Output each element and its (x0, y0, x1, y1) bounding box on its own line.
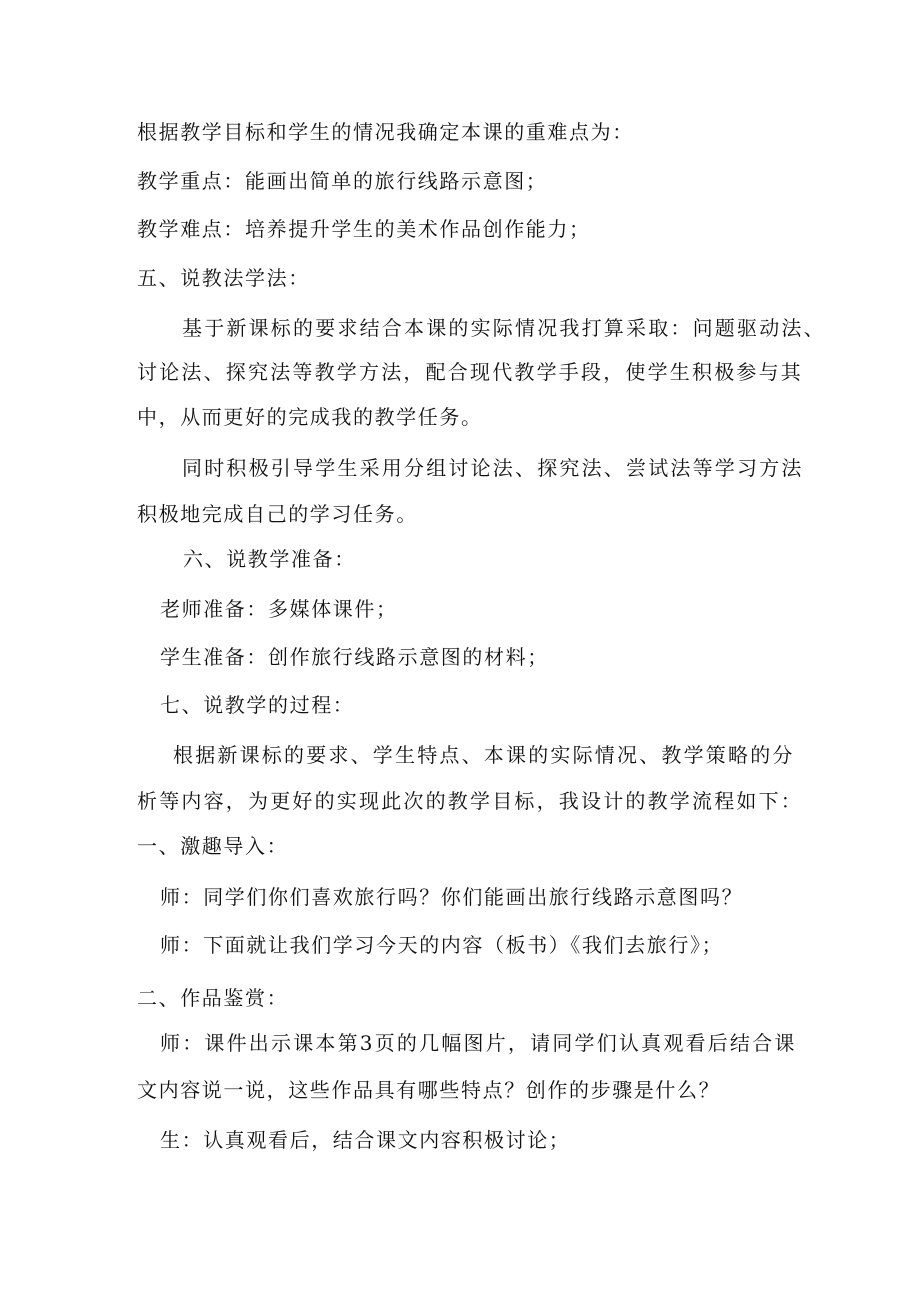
heading-teaching-process: 七、说教学的过程： (160, 693, 355, 717)
paragraph-courseware-line-1: 师：课件出示课本第3页的几幅图片，请同学们认真观看后结合课 (160, 1031, 797, 1055)
paragraph-student-discussion: 生：认真观看后，结合课文内容积极讨论； (160, 1128, 571, 1152)
paragraph-teacher-question: 师：同学们你们喜欢旅行吗？你们能画出旅行线路示意图吗？ (160, 885, 744, 909)
paragraph-teacher-topic: 师：下面就让我们学习今天的内容（板书）《我们去旅行》； (160, 933, 724, 957)
paragraph-teacher-preparation: 老师准备：多媒体课件； (160, 597, 398, 621)
paragraph-methods-line-1: 基于新课标的要求结合本课的实际情况我打算采取：问题驱动法、 (182, 316, 826, 340)
paragraph-learning-methods-line-2: 积极地完成自己的学习任务。 (137, 502, 418, 526)
paragraph-courseware-line-2: 文内容说一说，这些作品具有哪些特点？创作的步骤是什么？ (137, 1078, 721, 1102)
heading-interest-introduction: 一、激趣导入： (137, 834, 289, 858)
paragraph-process-line-1: 根据新课标的要求、学生特点、本课的实际情况、教学策略的分 (173, 743, 795, 767)
paragraph-methods-line-3: 中，从而更好的完成我的教学任务。 (137, 405, 483, 429)
heading-teaching-methods: 五、说教法学法： (137, 266, 310, 290)
paragraph-key-points-intro: 根据教学目标和学生的情况我确定本课的重难点为： (137, 120, 634, 144)
heading-teaching-preparation: 六、说教学准备： (183, 547, 356, 571)
paragraph-methods-line-2: 讨论法、探究法等教学方法，配合现代教学手段，使学生积极参与其 (137, 360, 803, 384)
paragraph-process-line-2: 析等内容，为更好的实现此次的教学目标，我设计的教学流程如下： (137, 789, 803, 813)
paragraph-teaching-difficulty: 教学难点：培养提升学生的美术作品创作能力； (137, 217, 591, 241)
paragraph-learning-methods-line-1: 同时积极引导学生采用分组讨论法、探究法、尝试法等学习方法 (182, 456, 804, 480)
heading-artwork-appreciation: 二、作品鉴赏： (137, 986, 289, 1010)
paragraph-student-preparation: 学生准备：创作旅行线路示意图的材料； (160, 645, 549, 669)
paragraph-teaching-focus: 教学重点：能画出简单的旅行线路示意图； (137, 169, 548, 193)
